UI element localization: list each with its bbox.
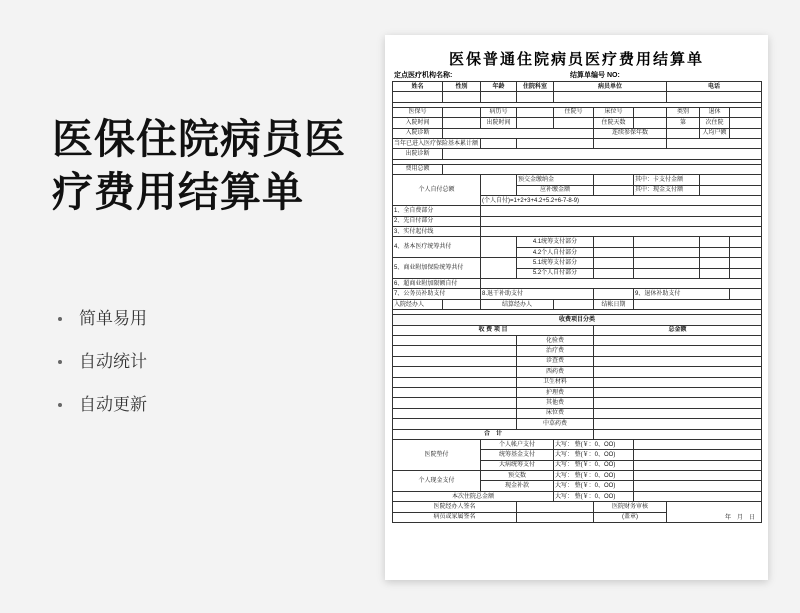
cell[interactable] (730, 258, 762, 268)
cell (393, 419, 517, 429)
cell[interactable] (443, 128, 594, 138)
cell[interactable] (481, 258, 517, 279)
cell[interactable] (481, 227, 762, 237)
table-row (393, 471, 762, 481)
table-row (393, 325, 762, 335)
table-row (393, 439, 762, 449)
table-row (393, 138, 762, 148)
table-row (393, 175, 762, 185)
table-row (393, 299, 762, 309)
cell[interactable] (700, 175, 762, 185)
header-name: 姓名 (393, 82, 443, 92)
label: 住院号 (554, 107, 594, 117)
table-row (393, 82, 762, 92)
cell[interactable] (594, 335, 762, 345)
cell[interactable] (594, 138, 667, 148)
cell[interactable] (443, 164, 762, 174)
cell[interactable] (667, 92, 762, 102)
fee-item: 护理费 (517, 387, 594, 397)
label: 床位号 (594, 107, 634, 117)
bullet-icon (58, 317, 62, 321)
cell (393, 367, 517, 377)
label: 类别 (667, 107, 700, 117)
label: 医院财务审核 (594, 502, 667, 512)
cell[interactable] (443, 149, 762, 159)
cell[interactable] (594, 346, 762, 356)
feature-label: 简单易用 (79, 309, 147, 328)
cell[interactable] (594, 247, 634, 257)
cell[interactable] (517, 118, 554, 128)
cell[interactable] (700, 237, 730, 247)
fee-item: 西药费 (517, 367, 594, 377)
cell[interactable] (443, 107, 481, 117)
bullet-icon (58, 403, 62, 407)
feature-item (52, 308, 147, 329)
table-row (393, 227, 762, 237)
cell (393, 408, 517, 418)
cell[interactable] (594, 258, 634, 268)
label: 9、退休补助支付 (634, 289, 730, 299)
cell[interactable] (634, 268, 700, 278)
label: 医院经办人签名 (393, 502, 517, 512)
cell[interactable] (634, 118, 667, 128)
amount-text: 大写： 整(￥：0、OO) (554, 460, 634, 470)
cell[interactable] (517, 107, 554, 117)
cell[interactable] (443, 92, 481, 102)
label: 出院诊断 (393, 149, 443, 159)
cell[interactable] (594, 175, 634, 185)
label: 大病统筹支付 (481, 460, 554, 470)
table-row (393, 429, 762, 439)
column-header: 总金额 (594, 325, 762, 335)
label: 个人现金支付 (393, 471, 481, 492)
cell[interactable] (554, 118, 594, 128)
cell (393, 398, 517, 408)
label: 次住院 (700, 118, 730, 128)
label: 入院经办人 (393, 299, 443, 309)
label: 医院垫付 (393, 439, 481, 470)
fee-item: 床位费 (517, 408, 594, 418)
label: 第 (667, 118, 700, 128)
cell[interactable] (393, 92, 443, 102)
header-gender: 性别 (443, 82, 481, 92)
label: 本次住院总金额 (393, 491, 554, 501)
cell (393, 346, 517, 356)
settlement-form (392, 81, 762, 523)
label: 其中：卡支付金额 (634, 175, 700, 185)
label: 6、超商业附加限额自付 (393, 279, 481, 289)
cell[interactable] (730, 107, 762, 117)
cell[interactable] (700, 258, 730, 268)
cell[interactable] (481, 206, 762, 216)
cell[interactable] (481, 175, 517, 196)
feature-list (52, 308, 147, 437)
amount-text: 大写： 整(￥：0、OO) (554, 481, 634, 491)
cell (393, 387, 517, 397)
cell[interactable] (443, 299, 481, 309)
label: 5.2个人自付部分 (517, 268, 594, 278)
cell[interactable] (634, 460, 762, 470)
table-row (393, 502, 762, 512)
table-row (393, 258, 762, 268)
cell[interactable] (481, 92, 517, 102)
cell[interactable] (594, 237, 634, 247)
label: 费用总额 (393, 164, 443, 174)
label: 病员或家属签名 (393, 512, 517, 522)
label: 统筹基金支付 (481, 450, 554, 460)
cell[interactable] (730, 237, 762, 247)
label: 3、实付起付线 (393, 227, 481, 237)
table-row (393, 346, 762, 356)
table-row (393, 92, 762, 102)
cell[interactable] (594, 408, 762, 418)
table-row (393, 315, 762, 325)
cell[interactable] (700, 268, 730, 278)
label: 5.1统筹支付部分 (517, 258, 594, 268)
section-title: 收费项目分类 (393, 315, 762, 325)
label: 预交金缴纳金 (517, 175, 594, 185)
feature-label: 自动更新 (79, 395, 147, 414)
cell[interactable] (443, 118, 481, 128)
cell[interactable] (667, 128, 700, 138)
fee-item: 诊查费 (517, 356, 594, 366)
total-label: 合 计 (393, 429, 594, 439)
amount-text: 大写： 整(￥：0、OO) (554, 491, 634, 501)
label: 预交数 (481, 471, 554, 481)
cell[interactable] (594, 419, 762, 429)
table-row (393, 367, 762, 377)
fee-item: 卫生材料 (517, 377, 594, 387)
cell[interactable] (730, 289, 762, 299)
cell[interactable] (634, 450, 762, 460)
label: 2、先自付部分 (393, 216, 481, 226)
table-row (393, 356, 762, 366)
label: 结帐日期 (594, 299, 634, 309)
header-age: 年龄 (481, 82, 517, 92)
cell (393, 335, 517, 345)
label: 现金补款 (481, 481, 554, 491)
label: 4.1统筹支付部分 (517, 237, 594, 247)
cell[interactable] (634, 258, 700, 268)
table-row (393, 419, 762, 429)
label: 个人帐户支付 (481, 439, 554, 449)
cell[interactable] (700, 247, 730, 257)
cell[interactable] (634, 247, 700, 257)
cell[interactable] (594, 268, 634, 278)
label: 7、公务员补助支付 (393, 289, 481, 299)
cell[interactable] (634, 481, 762, 491)
table-row (393, 335, 762, 345)
table-row (393, 289, 762, 299)
cell[interactable] (517, 138, 594, 148)
table-row (393, 237, 762, 247)
fee-item: 其他费 (517, 398, 594, 408)
formula-text: (个人自付)=1+2+3+4.2+5.2+6-7-8-9) (481, 195, 762, 205)
cell (393, 377, 517, 387)
table-row (393, 216, 762, 226)
cell[interactable] (481, 138, 517, 148)
table-row (393, 491, 762, 501)
table-row (393, 149, 762, 159)
label: 8.退干补助支付 (481, 289, 594, 299)
label: 5、商业附加保险统筹共付 (393, 258, 481, 279)
cell[interactable] (594, 377, 762, 387)
amount-text: 大写： 整(￥：0、OO) (554, 471, 634, 481)
cell[interactable] (594, 429, 762, 439)
cell[interactable] (700, 185, 762, 195)
document-preview (385, 35, 768, 580)
header-unit: 病员单位 (554, 82, 667, 92)
cell[interactable] (517, 92, 554, 102)
header-department: 住院科室 (517, 82, 554, 92)
label: 连续参保年数 (594, 128, 667, 138)
label: 医保号 (393, 107, 443, 117)
cell[interactable] (554, 299, 594, 309)
cell[interactable] (594, 367, 762, 377)
table-row (393, 279, 762, 289)
cell[interactable] (634, 237, 700, 247)
label: 住院天数 (594, 118, 634, 128)
cell[interactable] (634, 491, 762, 501)
cell[interactable] (730, 118, 762, 128)
table-row (393, 398, 762, 408)
cell[interactable] (634, 107, 667, 117)
table-row (393, 387, 762, 397)
bullet-icon (58, 360, 62, 364)
institution-label: 定点医疗机构名称: (394, 72, 453, 79)
label: 1、全自费部分 (393, 206, 481, 216)
date-label: 年 月 日 (667, 502, 762, 523)
feature-label: 自动统计 (79, 352, 147, 371)
column-header: 收 费 项 目 (393, 325, 594, 335)
label: 出院时间 (481, 118, 517, 128)
label: 入院时间 (393, 118, 443, 128)
table-row (393, 408, 762, 418)
cell[interactable] (730, 128, 762, 138)
cell[interactable] (517, 512, 594, 522)
fee-item: 治疗费 (517, 346, 594, 356)
cell[interactable] (517, 502, 594, 512)
label: 结算经办人 (481, 299, 554, 309)
promo-title: 医保住院病员医 疗费用结算单 (52, 116, 346, 215)
table-row (393, 128, 762, 138)
cell[interactable] (634, 439, 762, 449)
label: 入院诊断 (393, 128, 443, 138)
cell[interactable] (481, 279, 762, 289)
cell[interactable] (594, 289, 634, 299)
label: 退休 (700, 107, 730, 117)
cell[interactable] (594, 387, 762, 397)
cell[interactable] (634, 299, 762, 309)
feature-item (52, 351, 147, 372)
table-row (393, 164, 762, 174)
table-row (393, 107, 762, 117)
fee-item: 中草药费 (517, 419, 594, 429)
document-title: 医保普通住院病员医疗费用结算单 (448, 51, 704, 68)
cell[interactable] (594, 398, 762, 408)
cell[interactable] (634, 471, 762, 481)
label: 当年已进入医疗保险基本累计额 (393, 138, 481, 148)
header-phone: 电话 (667, 82, 762, 92)
label: 4.2个人自付部分 (517, 247, 594, 257)
cell[interactable] (594, 185, 634, 195)
table-row (393, 206, 762, 216)
cell[interactable] (554, 92, 667, 102)
serial-label: 结算单编号 NO: (570, 72, 620, 79)
cell[interactable] (667, 138, 762, 148)
cell[interactable] (730, 268, 762, 278)
label: (盖章) (594, 512, 667, 522)
table-row (393, 377, 762, 387)
feature-item (52, 394, 147, 415)
label: 其中：现金支付额 (634, 185, 700, 195)
amount-text: 大写： 整(￥：0、OO) (554, 450, 634, 460)
label: 4、基本医疗统筹共付 (393, 237, 481, 258)
fee-item: 化验费 (517, 335, 594, 345)
cell[interactable] (481, 216, 762, 226)
amount-text: 大写： 整(￥：0、OO) (554, 439, 634, 449)
label: 病历号 (481, 107, 517, 117)
cell[interactable] (594, 356, 762, 366)
cell[interactable] (730, 247, 762, 257)
table-row (393, 118, 762, 128)
cell (393, 356, 517, 366)
label: 应补缴金额 (517, 185, 594, 195)
label: 人均户额 (700, 128, 730, 138)
cell[interactable] (481, 237, 517, 258)
label: 个人自付总额 (393, 175, 481, 206)
